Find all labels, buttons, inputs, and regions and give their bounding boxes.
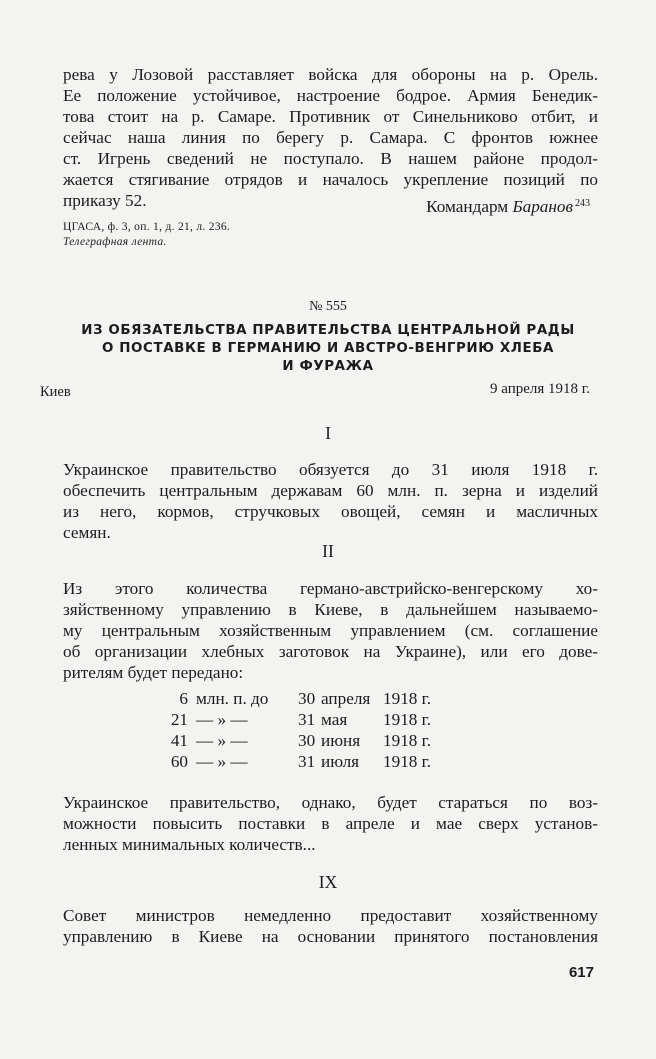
text-line: можности повысить поставки в апреле и мае сверх установ-: [63, 814, 598, 833]
schedule-amount: 60: [170, 752, 188, 771]
signature-title: Командарм: [426, 197, 509, 216]
archive-source: [63, 220, 230, 249]
section-1-paragraph: [63, 459, 598, 543]
schedule-amount: 21: [170, 710, 188, 729]
section-9-paragraph: [63, 905, 598, 947]
text-line: жается стягивание отрядов и началось укрепление позиций по: [63, 170, 598, 189]
schedule-year: 1918 г.: [383, 710, 432, 729]
text-line: Ее положение устойчивое, настроение бодрое. Армия Бенедик-: [63, 86, 598, 105]
source-type: Телеграфная лента.: [63, 235, 167, 248]
text-line: сейчас наша линия по берегу р. Самара. С фронтов южнее: [63, 128, 598, 147]
schedule-unit: млн. п. до: [196, 689, 269, 708]
text-line: семян.: [63, 523, 111, 542]
text-line: Украинское правительство обязуется до 31 июля 1918 г.: [63, 460, 598, 479]
text-line: обеспечить центральным державам 60 млн. п. зерна и изделий: [63, 481, 598, 500]
archive-reference: ЦГАСА, ф. 3, оп. 1, д. 21, л. 236.: [63, 221, 231, 233]
text-line: Из этого количества германо-австрийско-венгерскому хо-: [63, 579, 598, 598]
text-line: ленных минимальных количеств...: [63, 835, 316, 854]
text-line: об организации хлебных заготовок на Украине), или его дове-: [63, 642, 598, 661]
document-place: Киев: [40, 384, 71, 400]
text-line: Совет министров немедленно предоставит хозяйственному: [63, 906, 598, 925]
schedule-month: апреля: [321, 689, 371, 708]
text-line: зяйственному управлению в Киеве, в дальнейшем называемо-: [63, 600, 598, 619]
text-line: Украинское правительство, однако, будет стараться по воз-: [63, 793, 598, 812]
section-numeral-1: I: [325, 423, 331, 443]
text-line: ст. Игрень сведений не поступало. В нашем районе продол-: [63, 149, 598, 168]
section-2-paragraph: [63, 578, 598, 683]
schedule-day: 30: [298, 731, 316, 750]
schedule-day: 31: [298, 710, 316, 729]
intro-paragraph: [63, 64, 598, 211]
schedule-year: 1918 г.: [383, 752, 432, 771]
document-title: [63, 322, 593, 376]
section-numeral-2: II: [322, 541, 334, 561]
signature: [426, 193, 590, 217]
schedule-month: мая: [321, 710, 348, 729]
schedule-amount: 41: [170, 731, 188, 750]
schedule-year: 1918 г.: [383, 689, 432, 708]
schedule-amount: 6: [179, 689, 188, 708]
text-line: рева у Лозовой расставляет войска для обороны на р. Орель.: [63, 65, 598, 84]
signature-name: Баранов: [512, 197, 573, 216]
text-line: управлению в Киеве на основании принятого постановления: [63, 927, 598, 946]
schedule-month: июня: [321, 731, 361, 750]
section-2-continuation: [63, 792, 598, 855]
schedule-year: 1918 г.: [383, 731, 432, 750]
schedule-unit: — » —: [196, 710, 248, 729]
document-date: 9 апреля 1918 г.: [490, 381, 590, 397]
text-line: това стоит на р. Самаре. Противник от Синельниково отбит, и: [63, 107, 598, 126]
section-numeral-9: IX: [318, 872, 338, 892]
document-number: № 555: [309, 299, 347, 314]
text-line: му центральным хозяйственным управлением (см. соглашение: [63, 621, 598, 640]
schedule-unit: — » —: [196, 731, 248, 750]
schedule-month: июля: [321, 752, 360, 771]
schedule-day: 30: [298, 689, 316, 708]
title-line: ИЗ ОБЯЗАТЕЛЬСТВА ПРАВИТЕЛЬСТВА ЦЕНТРАЛЬНОЙ РАДЫ: [81, 323, 575, 338]
footnote-marker: 243: [575, 198, 590, 209]
text-line: приказу 52.: [63, 191, 147, 210]
text-line: рителям будет передано:: [63, 663, 244, 682]
text-line: из него, кормов, стручковых овощей, семян и масличных: [63, 502, 598, 521]
page-number: 617: [568, 964, 594, 981]
schedule-day: 31: [298, 752, 316, 771]
schedule-unit: — » —: [196, 752, 248, 771]
title-line: И ФУРАЖА: [282, 359, 374, 374]
title-line: О ПОСТАВКЕ В ГЕРМАНИЮ И АВСТРО-ВЕНГРИЮ ХЛЕБА: [102, 341, 554, 356]
